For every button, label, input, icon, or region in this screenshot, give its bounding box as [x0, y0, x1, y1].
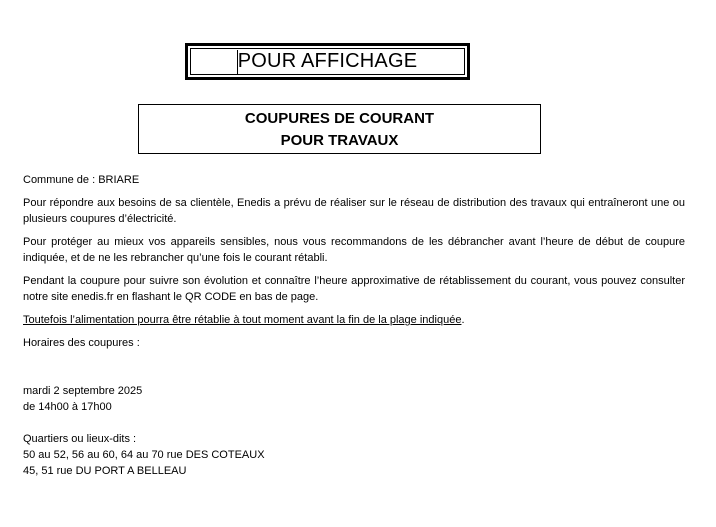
warning-period: . [461, 314, 465, 326]
outage-time: de 14h00 à 17h00 [23, 401, 112, 413]
commune-line: Commune de : BRIARE [23, 174, 140, 186]
quartiers-label: Quartiers ou lieux-dits : [23, 433, 137, 445]
location-item: 50 au 52, 56 au 60, 64 au 70 rue DES COTEAUX [23, 449, 265, 461]
affichage-heading [238, 50, 418, 73]
affichage-heading-text: POUR AFFICHAGE [237, 50, 418, 72]
outage-date: mardi 2 septembre 2025 [23, 385, 143, 397]
title-line-2: POUR TRAVAUX [280, 132, 399, 149]
text-cursor [237, 50, 238, 74]
paragraph-1: Pour répondre aux besoins de sa clientèle, Enedis a prévu de réaliser sur le réseau de distribution des travaux qui entraîneront une ou plusieurs coupures d’électricité. [23, 197, 685, 225]
horaires-label: Horaires des coupures : [23, 337, 140, 349]
affichage-frame [185, 43, 470, 80]
title-box [138, 104, 541, 154]
spacer [23, 358, 685, 383]
affichage-inner-frame [190, 48, 465, 75]
warning-text: Toutefois l’alimentation pourra être rétablie à tout moment avant la fin de la plage indiquée [23, 314, 462, 326]
paragraph-2: Pour protéger au mieux vos appareils sensibles, nous vous recommandons de les débrancher avant l’heure de début de coupure indiquée, et de ne les rebrancher qu’une fois le courant rétabli. [23, 236, 685, 264]
title-line-1: COUPURES DE COURANT [244, 110, 435, 127]
warning-paragraph [23, 312, 685, 328]
location-item: 45, 51 rue DU PORT A BELLEAU [23, 465, 187, 477]
notice-body [23, 172, 685, 479]
spacer-2 [23, 415, 685, 431]
paragraph-3: Pendant la coupure pour suivre son évolution et connaître l’heure approximative de rétablissement du courant, vous pouvez consulter notre site enedis.fr en flashant le QR CODE en bas de page. [23, 275, 685, 303]
